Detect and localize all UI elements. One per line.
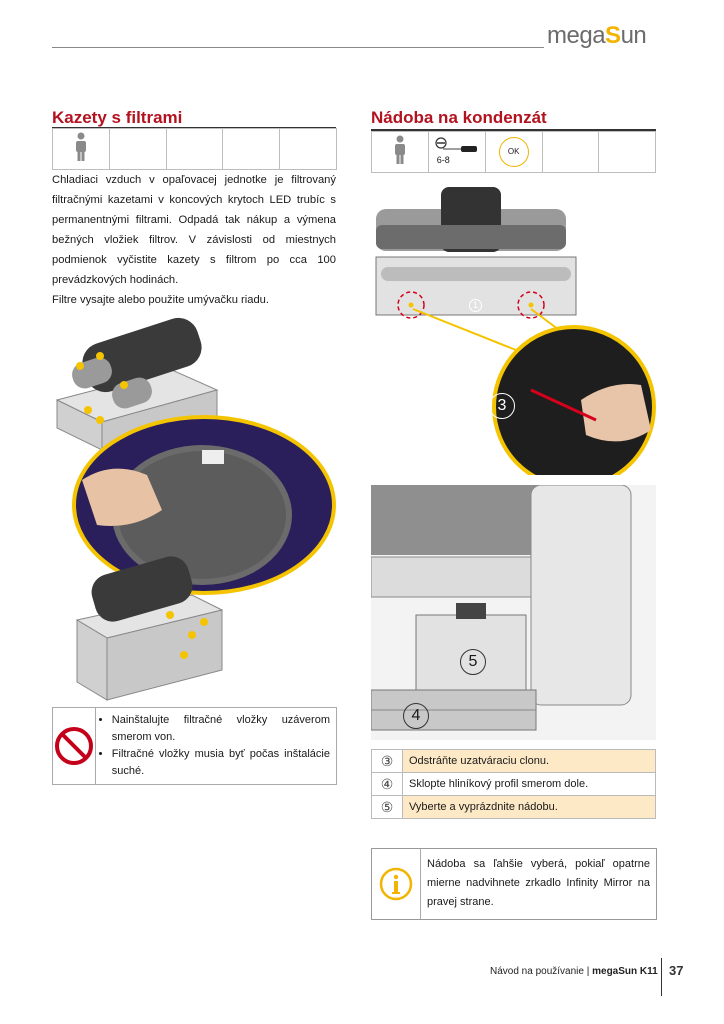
warning-item: • Nainštalujte filtračné vložky uzáverom smerom von. bbox=[112, 712, 330, 746]
condensate-illustration-top bbox=[371, 185, 656, 475]
info-icon bbox=[379, 867, 413, 901]
info-text: Nádoba sa ľahšie vyberá, pokiaľ opatrne mierne nadvihnete zrkadlo Infinity Mirror na pravej strane. bbox=[427, 858, 650, 908]
person-icon bbox=[393, 135, 407, 165]
callout-3: 3 bbox=[489, 393, 515, 419]
steps-table bbox=[371, 749, 656, 819]
step-text: Vyberte a vyprázdnite nádobu. bbox=[403, 796, 656, 819]
footer-divider bbox=[661, 958, 662, 996]
person-icon-cell bbox=[372, 132, 429, 173]
step-text: Odstráňte uzatváraciu clonu. bbox=[403, 750, 656, 773]
warning-list bbox=[96, 712, 330, 778]
filters-description bbox=[52, 170, 336, 310]
callout-4: 4 bbox=[403, 703, 429, 729]
step-row bbox=[372, 750, 656, 773]
paragraph: Chladiaci vzduch v opaľovacej jednotke je filtrovaný filtračnými kazetami v koncových krytoch LED trubíc s permanentnými filtrami. Odpadá tak nákup a výmena bežných vložiek filtrov. V závislosti od miestnych podmienok vyčistite kazety s filtrom po cca 100 prevádzkových hodinách. bbox=[52, 174, 336, 286]
ok-badge: OK bbox=[499, 137, 529, 167]
step-text: Sklopte hliníkový profil smerom dole. bbox=[403, 773, 656, 796]
empty-cell bbox=[166, 129, 223, 170]
empty-cell bbox=[109, 129, 166, 170]
section-title-filters: Kazety s filtrami bbox=[52, 108, 183, 127]
info-box bbox=[371, 848, 657, 920]
warning-box bbox=[52, 707, 337, 785]
header-rule bbox=[52, 47, 544, 48]
step-number: ④ bbox=[372, 773, 403, 796]
step-number: ⑤ bbox=[372, 796, 403, 819]
paragraph: Filtre vysajte alebo použite umývačku riadu. bbox=[52, 294, 270, 306]
empty-cell bbox=[280, 129, 337, 170]
empty-cell bbox=[223, 129, 280, 170]
prohibition-icon bbox=[54, 726, 94, 766]
symbol-table-left bbox=[52, 128, 337, 170]
info-icon-cell bbox=[372, 849, 421, 919]
filter-cassette-illustration bbox=[52, 310, 342, 705]
device-drawing bbox=[371, 185, 656, 475]
person-icon bbox=[74, 132, 88, 162]
ok-badge-cell bbox=[485, 132, 542, 173]
brand-logo: megaSun bbox=[547, 22, 647, 49]
container-drawing bbox=[371, 485, 656, 740]
footer-text: Návod na používanie | megaSun K11 bbox=[490, 966, 658, 977]
warning-item: • Filtračné vložky musia byť počas inštalácie suché. bbox=[112, 746, 330, 780]
step-number: ③ bbox=[372, 750, 403, 773]
callout-1: 1 bbox=[469, 299, 482, 312]
person-icon-cell bbox=[53, 129, 110, 170]
screwdriver-tool-cell bbox=[428, 132, 485, 173]
step-row bbox=[372, 796, 656, 819]
section-title-condensate: Nádoba na kondenzát bbox=[371, 108, 547, 127]
empty-cell bbox=[599, 132, 656, 173]
step-row bbox=[372, 773, 656, 796]
page-number: 37 bbox=[669, 963, 684, 978]
callout-5: 5 bbox=[460, 649, 486, 675]
empty-cell bbox=[542, 132, 599, 173]
symbol-table-right bbox=[371, 131, 656, 173]
prohibition-icon-cell bbox=[53, 708, 96, 784]
tool-size-label: 6-8 bbox=[436, 155, 450, 165]
screwdriver-icon bbox=[435, 136, 479, 156]
condensate-illustration-bottom bbox=[371, 485, 656, 740]
filter-zoom-callout bbox=[74, 417, 334, 593]
